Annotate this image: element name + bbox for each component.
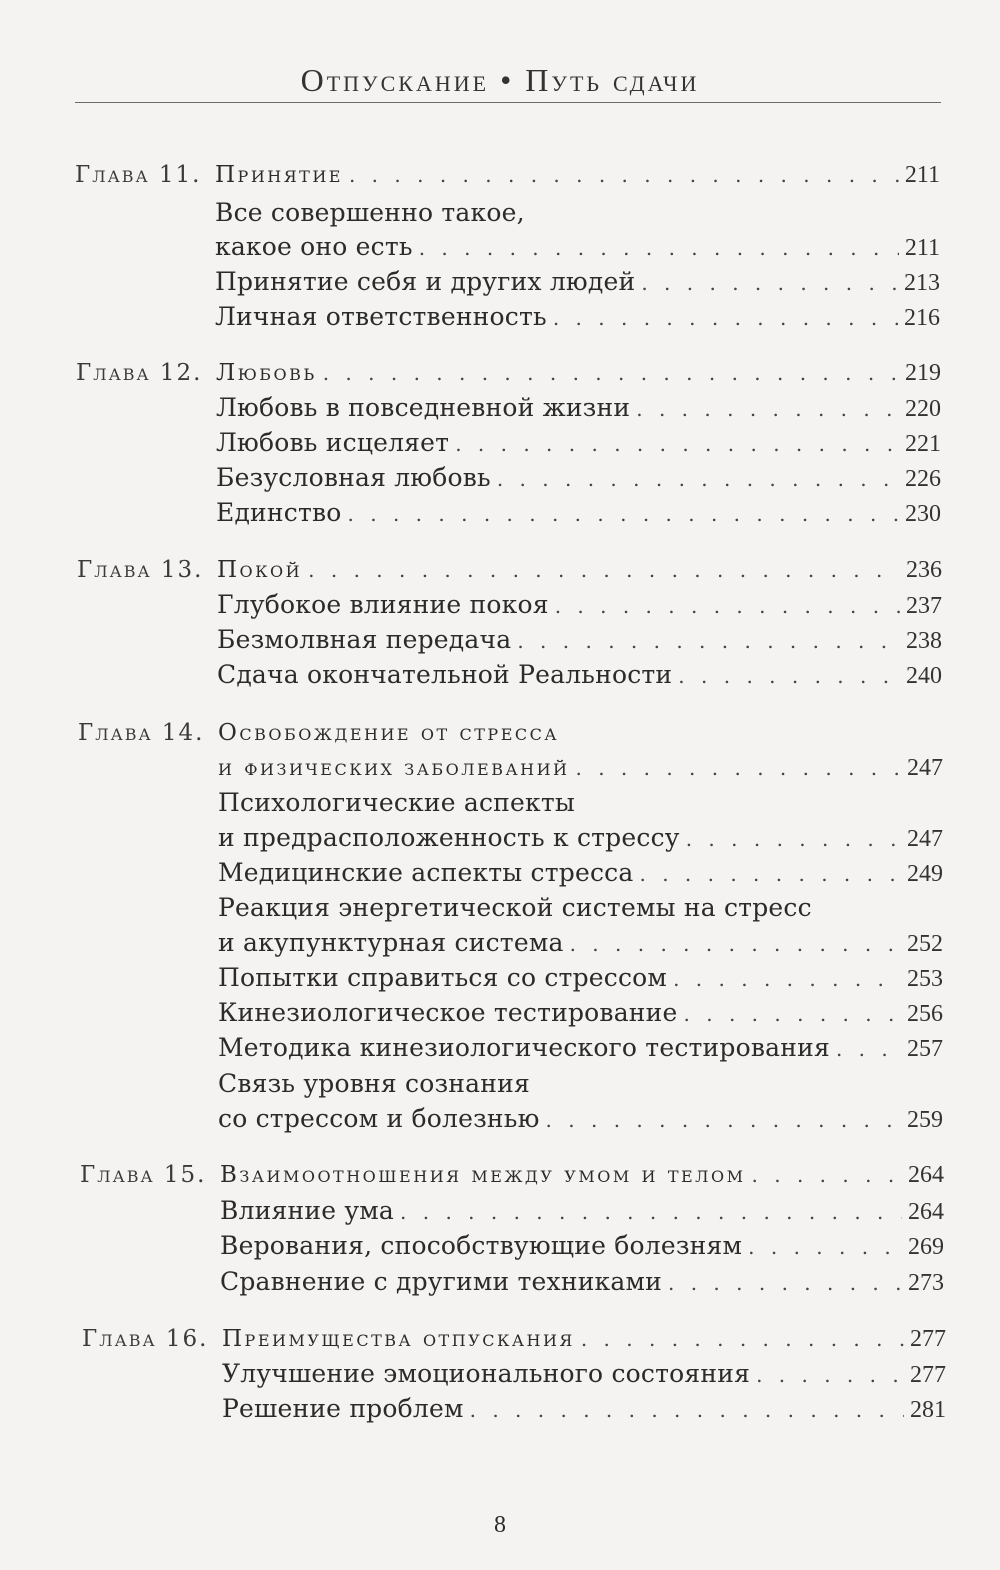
section-title: Принятие себя и других людей [215, 267, 636, 296]
dot-leader [400, 1197, 902, 1227]
header-rule [75, 102, 941, 103]
page-number: 220 [905, 396, 941, 422]
toc-section[interactable] [77, 625, 942, 656]
section-title: Безусловная любовь [216, 463, 491, 492]
chapter-label: Глава 11. [75, 162, 202, 188]
section-title: Личная ответственность [215, 302, 547, 331]
toc-section[interactable] [82, 1359, 946, 1390]
page-number: 216 [904, 305, 940, 331]
chapter-title: Преимущества отпускания [222, 1326, 575, 1352]
page-number: 221 [905, 431, 941, 457]
toc-chapter-11[interactable] [75, 160, 940, 190]
toc-section[interactable] [78, 1069, 943, 1099]
page-number: 249 [907, 861, 943, 887]
toc-section[interactable] [78, 998, 943, 1029]
toc-section[interactable] [76, 498, 941, 529]
dot-leader [419, 233, 899, 263]
dot-leader [308, 555, 900, 585]
page-number: 273 [908, 1270, 944, 1296]
section-title: Единство [216, 498, 342, 527]
toc-section[interactable] [78, 928, 943, 959]
section-title: Сдача окончательной Реальности [217, 660, 673, 689]
chapter-label: Глава 15. [80, 1162, 207, 1188]
page-number: 257 [907, 1036, 943, 1062]
toc-section[interactable] [78, 1033, 943, 1064]
dot-leader [686, 824, 901, 854]
toc-section[interactable] [75, 302, 940, 333]
section-title: Улучшение эмоционального состояния [222, 1359, 751, 1388]
page-number: 269 [908, 1234, 944, 1260]
section-title: и акупунктурная система [218, 928, 564, 957]
page-number: 211 [904, 162, 940, 188]
dot-leader [570, 929, 901, 959]
page-number: 264 [908, 1199, 944, 1225]
toc-chapter-13[interactable] [77, 555, 942, 585]
toc-section[interactable] [75, 267, 940, 298]
toc-section[interactable] [77, 590, 942, 621]
page-number: 240 [906, 663, 942, 689]
dot-leader [752, 1160, 902, 1190]
section-title: Сравнение с другими техниками [220, 1267, 662, 1296]
toc-section[interactable] [78, 823, 943, 854]
toc-section[interactable] [76, 428, 941, 459]
chapter-title: Любовь [216, 360, 317, 386]
page-number: 213 [904, 270, 940, 296]
section-title: Все совершенно такое, [215, 198, 525, 227]
toc-chapter-15[interactable] [80, 1160, 944, 1190]
page-number: 253 [907, 966, 943, 992]
section-title: Связь уровня сознания [218, 1069, 530, 1098]
section-title: какое оно есть [215, 232, 413, 261]
dot-leader [546, 1105, 901, 1135]
page-number: 211 [904, 235, 940, 261]
dot-leader [684, 999, 901, 1029]
page-number: 256 [907, 1001, 943, 1027]
dot-leader [497, 464, 899, 494]
toc-section[interactable] [78, 788, 943, 818]
toc-section[interactable] [76, 463, 941, 494]
toc-section[interactable] [80, 1231, 944, 1262]
chapter-label: Глава 13. [77, 557, 204, 583]
page-number: 219 [905, 360, 941, 386]
page-number: 230 [905, 501, 941, 527]
section-title: и предрасположенность к стрессу [218, 823, 680, 852]
page-number: 226 [905, 466, 941, 492]
page-number: 237 [906, 593, 942, 619]
toc-chapter-14[interactable] [78, 718, 943, 748]
section-title: Верования, способствующие болезням [220, 1231, 743, 1260]
dot-leader [553, 303, 898, 333]
section-title: Глубокое влияние покоя [217, 590, 549, 619]
toc-chapter-16[interactable] [82, 1324, 946, 1354]
toc-chapter-12[interactable] [76, 358, 941, 388]
dot-leader [748, 1232, 902, 1262]
toc-section[interactable] [82, 1394, 946, 1425]
dot-leader [673, 964, 901, 994]
section-title: Кинезиологическое тестирование [218, 998, 678, 1027]
toc-section[interactable] [80, 1196, 944, 1227]
toc-section[interactable] [78, 963, 943, 994]
chapter-title: Покой [217, 557, 303, 583]
toc-section[interactable] [76, 393, 941, 424]
dot-leader [678, 661, 900, 691]
page-number: 238 [906, 628, 942, 654]
dot-leader [455, 429, 899, 459]
dot-leader [323, 358, 899, 388]
dot-leader [668, 1268, 902, 1298]
chapter-title: Взаимоотношения между умом и телом [220, 1162, 746, 1188]
section-title: Влияние ума [220, 1196, 395, 1225]
dot-leader [348, 499, 899, 529]
section-title: Любовь исцеляет [216, 428, 450, 457]
page-number: 247 [907, 755, 943, 781]
chapter-title: и физических заболеваний [218, 755, 570, 781]
chapter-title: Освобождение от стресса [218, 720, 559, 746]
section-title: со стрессом и болезнью [218, 1104, 540, 1133]
dot-leader [575, 753, 901, 783]
chapter-label: Глава 12. [76, 360, 203, 386]
dot-leader [470, 1395, 904, 1425]
toc-section[interactable] [78, 1104, 943, 1135]
toc-section[interactable] [78, 858, 943, 889]
toc-chapter-14-cont[interactable] [78, 753, 943, 783]
page-number: 247 [907, 826, 943, 852]
dot-leader [836, 1034, 901, 1064]
dot-leader [349, 160, 899, 190]
page-number: 259 [907, 1107, 943, 1133]
section-title: Медицинские аспекты стресса [218, 858, 634, 887]
dot-leader [641, 268, 898, 298]
toc-section[interactable] [80, 1267, 944, 1298]
page-number: 281 [910, 1397, 946, 1423]
section-title: Любовь в повседневной жизни [216, 393, 631, 422]
page-number: 277 [910, 1326, 946, 1352]
toc-section[interactable] [75, 232, 940, 263]
section-title: Попытки справиться со стрессом [218, 963, 668, 992]
dot-leader [555, 591, 900, 621]
section-title: Психологические аспекты [218, 788, 575, 817]
page-number: 236 [906, 557, 942, 583]
toc-section[interactable] [77, 660, 942, 691]
dot-leader [581, 1324, 904, 1354]
dot-leader [636, 394, 899, 424]
toc-section[interactable] [78, 893, 943, 923]
page-number: 277 [910, 1362, 946, 1388]
chapter-label: Глава 14. [78, 720, 205, 746]
page-footer-number: 8 [494, 1512, 506, 1538]
chapter-title: Принятие [215, 162, 343, 188]
chapter-label: Глава 16. [82, 1326, 209, 1352]
running-header: Отпускание • Путь сдачи [300, 62, 700, 98]
section-title: Безмолвная передача [217, 625, 512, 654]
section-title: Методика кинезиологического тестирования [218, 1033, 830, 1062]
section-title: Решение проблем [222, 1394, 464, 1423]
toc-section[interactable] [75, 198, 940, 228]
dot-leader [756, 1360, 904, 1390]
section-title: Реакция энергетической системы на стресс [218, 893, 812, 922]
dot-leader [517, 626, 900, 656]
dot-leader [639, 859, 901, 889]
page-number: 264 [908, 1162, 944, 1188]
page-number: 252 [907, 931, 943, 957]
